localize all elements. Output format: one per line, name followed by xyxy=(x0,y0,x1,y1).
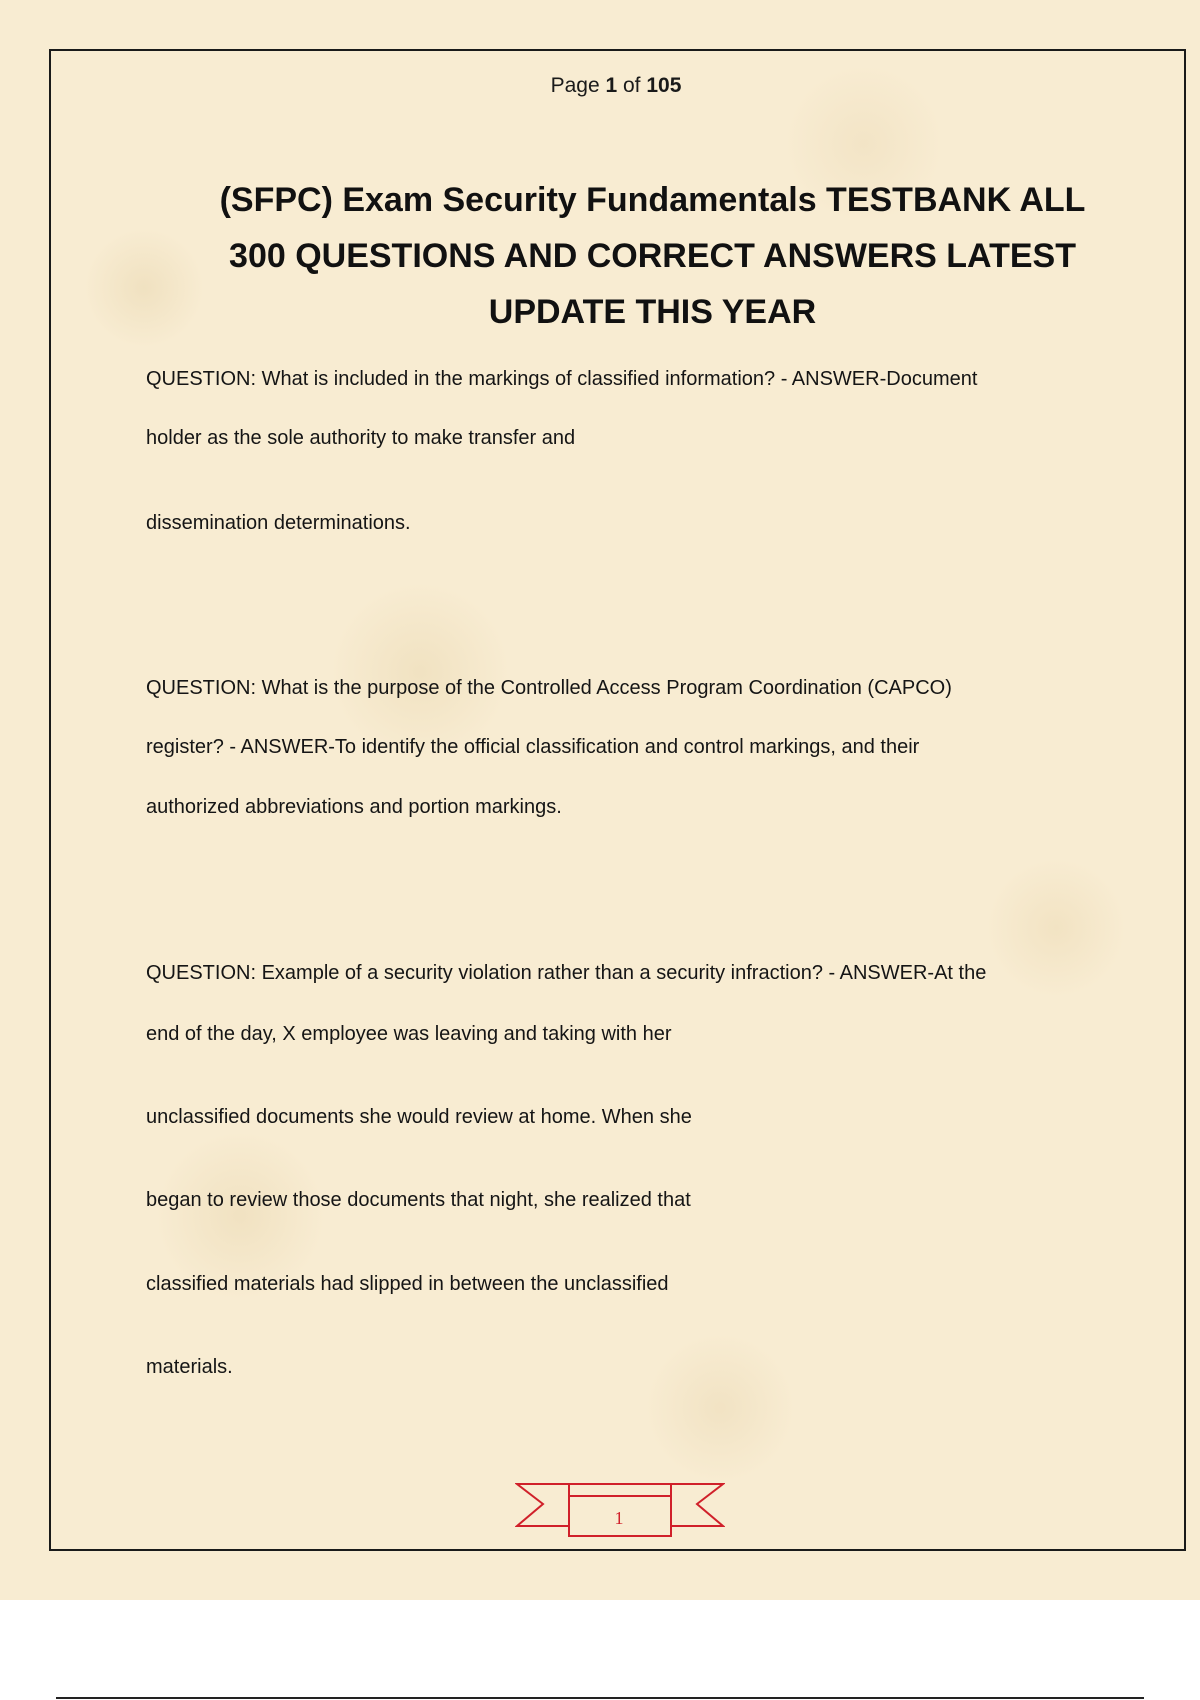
question-3-line-1: QUESTION: Example of a security violation rather than a security infraction? - ANSWER-At the xyxy=(146,962,987,984)
current-page-number: 1 xyxy=(605,74,618,97)
answer-2-line-2: register? - ANSWER-To identify the official classification and control markings, and their xyxy=(146,736,920,758)
answer-1-line-3: dissemination determinations. xyxy=(146,512,411,534)
title-line-1: (SFPC) Exam Security Fundamentals TESTBANK ALL xyxy=(219,181,1086,219)
page-word: Page xyxy=(550,74,600,97)
question-1-line-1: QUESTION: What is included in the markings of classified information? - ANSWER-Document xyxy=(146,368,978,390)
page-header xyxy=(0,74,1200,98)
answer-3-line-6: materials. xyxy=(146,1356,233,1378)
bottom-divider xyxy=(56,1697,1144,1699)
answer-3-line-2: end of the day, X employee was leaving and taking with her xyxy=(146,1023,672,1045)
of-word: of xyxy=(623,74,641,97)
footer-page-number: 1 xyxy=(614,1508,624,1528)
title-line-2: 300 QUESTIONS AND CORRECT ANSWERS LATEST xyxy=(229,237,1076,275)
title-line-3: UPDATE THIS YEAR xyxy=(488,293,817,331)
answer-1-line-2: holder as the sole authority to make transfer and xyxy=(146,427,576,449)
answer-3-line-4: began to review those documents that night, she realized that xyxy=(146,1189,691,1211)
document-title xyxy=(215,172,1090,340)
answer-3-line-3: unclassified documents she would review at home. When she xyxy=(146,1106,692,1128)
question-2-line-1: QUESTION: What is the purpose of the Controlled Access Program Coordination (CAPCO) xyxy=(146,677,952,699)
answer-3-line-5: classified materials had slipped in between the unclassified xyxy=(146,1273,669,1295)
answer-2-line-3: authorized abbreviations and portion markings. xyxy=(146,796,562,818)
total-pages-number: 105 xyxy=(646,74,682,97)
